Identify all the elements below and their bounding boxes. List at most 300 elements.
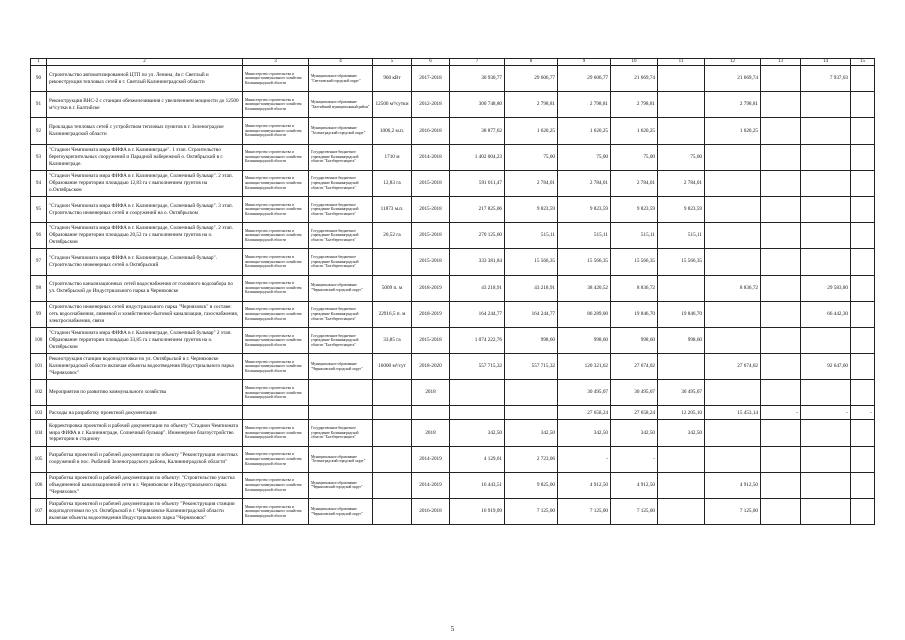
column-number-4: 4: [309, 59, 373, 66]
funding-2018-regional-cell: 342,50: [658, 420, 705, 446]
object-name-cell: Расходы на разработку проектной документации: [47, 406, 243, 420]
funding-other-cell: [851, 354, 875, 380]
object-name-cell: Прокладка тепловых сетей с устройством тепловых пунктов в г. Зеленоградске Калининградской области: [47, 118, 243, 144]
customer-cell: Министерство строительства и жилищно-коммунального хозяйства Калининградской области: [243, 499, 309, 525]
estimated-cost-cell: 557 715,32: [450, 354, 505, 380]
funding-2019-cell: [761, 354, 801, 380]
row-number-cell: 90: [31, 66, 47, 92]
remaining-cost-cell: 15 566,35: [505, 249, 558, 275]
table-row: [31, 472, 875, 498]
estimated-cost-cell: 1 402 004,23: [450, 144, 505, 170]
funding-2018-total-cell: 30 495,07: [611, 380, 658, 406]
estimated-cost-cell: 164 244,77: [450, 301, 505, 327]
funding-2018-local-cell: 15 453,14: [705, 406, 761, 420]
funding-2019-cell: [761, 499, 801, 525]
funding-2019-cell: [761, 301, 801, 327]
capacity-cell: 16000 м³/сут: [373, 354, 412, 380]
table-row: [31, 499, 875, 525]
remaining-cost-cell: 998,60: [505, 327, 558, 353]
executor-cell: Государственное бюджетное учреждение Калининградской области "Балтберегозащита": [309, 170, 373, 196]
capacity-cell: 1006,2 м.п.: [373, 118, 412, 144]
object-name-cell: Реконструкция станции водоподготовки по ул. Октябрьской в г. Черняховске Калининградской области включая объекты водоотведения Индустриального парка "Черняховск": [47, 354, 243, 380]
row-number-cell: 104: [31, 420, 47, 446]
funding-other-cell: [851, 472, 875, 498]
capacity-cell: 20,52 га: [373, 223, 412, 249]
funding-2020-cell: [801, 196, 851, 222]
remaining-cost-cell: [505, 406, 558, 420]
funding-other-cell: [851, 170, 875, 196]
customer-cell: Министерство строительства и жилищно-коммунального хозяйства Калининградской области: [243, 327, 309, 353]
funding-2018-local-cell: [705, 301, 761, 327]
capacity-cell: [373, 406, 412, 420]
object-name-cell: Строительство автоматизированной ЦТП по ул. Ленина, 4в г. Светлый и реконструкция тепловых сетей в г. Светлый Калининградской области: [47, 66, 243, 92]
funding-2018-total-cell: 515,11: [611, 223, 658, 249]
funding-2020-cell: -: [801, 406, 851, 420]
funding-2018-total-cell: 2 784,01: [611, 170, 658, 196]
table-row: [31, 66, 875, 92]
funding-2020-cell: [801, 446, 851, 472]
remaining-cost-cell: 1 620,25: [505, 118, 558, 144]
estimated-cost-cell: 333 381,84: [450, 249, 505, 275]
funding-other-cell: [851, 499, 875, 525]
funding-2019-cell: [761, 380, 801, 406]
estimated-cost-cell: 43 218,91: [450, 275, 505, 301]
funding-2018-local-cell: 7 125,00: [705, 499, 761, 525]
estimated-cost-cell: 16 919,09: [450, 499, 505, 525]
funding-2018-regional-cell: 15 566,35: [658, 249, 705, 275]
funding-other-cell: [851, 66, 875, 92]
funding-total-cell: 2 784,01: [558, 170, 611, 196]
funding-2020-cell: [801, 472, 851, 498]
estimated-cost-cell: 1 074 222,76: [450, 327, 505, 353]
funding-2020-cell: [801, 420, 851, 446]
remaining-cost-cell: 75,00: [505, 144, 558, 170]
funding-2019-cell: [761, 446, 801, 472]
period-cell: 2015-2018: [412, 223, 450, 249]
funding-2018-regional-cell: [658, 354, 705, 380]
funding-2018-regional-cell: 9 823,59: [658, 196, 705, 222]
row-number-cell: 98: [31, 275, 47, 301]
funding-2018-total-cell: 342,50: [611, 420, 658, 446]
funding-2018-regional-cell: 75,00: [658, 144, 705, 170]
table-row: [31, 446, 875, 472]
funding-2018-total-cell: 1 620,25: [611, 118, 658, 144]
funding-2018-regional-cell: [658, 92, 705, 118]
customer-cell: Министерство строительства и жилищно-коммунального хозяйства Калининградской области: [243, 354, 309, 380]
column-number-13: 13: [761, 59, 801, 66]
funding-2018-regional-cell: [658, 118, 705, 144]
customer-cell: Министерство строительства и жилищно-коммунального хозяйства Калининградской области: [243, 118, 309, 144]
funding-2018-regional-cell: [658, 275, 705, 301]
executor-cell: Муниципальное образование "Зеленоградский городской округ": [309, 446, 373, 472]
remaining-cost-cell: 2 798,81: [505, 92, 558, 118]
funding-other-cell: [851, 92, 875, 118]
funding-2019-cell: [761, 420, 801, 446]
period-cell: 2015-2018: [412, 170, 450, 196]
customer-cell: Министерство строительства и жилищно-коммунального хозяйства Калининградской области: [243, 301, 309, 327]
funding-2018-total-cell: 2 798,81: [611, 92, 658, 118]
executor-cell: Муниципальное образование "Зеленоградский городской округ": [309, 118, 373, 144]
funding-other-cell: [851, 420, 875, 446]
row-number-cell: 99: [31, 301, 47, 327]
object-name-cell: "Стадион Чемпионата мира ФИФА в г. Калининграде, Солнечный бульвар". 2 этап. Образование территории площадью 12,83 га с выполнением грунтов на о.Октябрьском: [47, 170, 243, 196]
capacity-cell: [373, 249, 412, 275]
object-name-cell: Разработка проектной и рабочей документации по объекту: "Строительство участка объединенной канализационной сети в г. Черняховске и Индустриального парка "Черняховск": [47, 472, 243, 498]
executor-cell: Муниципальное образование "Светловский городской округ": [309, 66, 373, 92]
object-name-cell: Разработка проектной и рабочей документации по объекту "Реконструкция станции водоподготовки по ул. Октябрьской в г. Черняховске Калининградской области включая объекты водоотведения Индустриального парка "Черняховск": [47, 499, 243, 525]
object-name-cell: Строительство канализационных сетей водоснабжения от головного водозабора по ул. Октябрьской до Индустриального парка в Черняховске: [47, 275, 243, 301]
executor-cell: Государственное бюджетное учреждение Калининградской области "Балтберегозащита": [309, 144, 373, 170]
funding-2020-cell: [801, 92, 851, 118]
object-name-cell: Мероприятия по развитию коммунального хозяйства: [47, 380, 243, 406]
funding-2019-cell: [761, 196, 801, 222]
funding-2018-total-cell: 7 125,00: [611, 499, 658, 525]
column-number-8: 8: [505, 59, 558, 66]
page-number: 5: [450, 625, 455, 633]
funding-2019-cell: [761, 144, 801, 170]
funding-2018-regional-cell: 2 784,01: [658, 170, 705, 196]
period-cell: 2018-2020: [412, 354, 450, 380]
row-number-cell: 96: [31, 223, 47, 249]
funding-2018-total-cell: 21 669,74: [611, 66, 658, 92]
column-number-5: 5: [373, 59, 412, 66]
funding-total-cell: 86 289,00: [558, 301, 611, 327]
funding-2018-regional-cell: [658, 66, 705, 92]
funding-2019-cell: [761, 472, 801, 498]
funding-2018-local-cell: [705, 170, 761, 196]
table-row: [31, 327, 875, 353]
funding-total-cell: -: [558, 446, 611, 472]
capacity-cell: [373, 420, 412, 446]
funding-total-cell: 1 620,25: [558, 118, 611, 144]
customer-cell: Министерство строительства и жилищно-коммунального хозяйства Калининградской области: [243, 249, 309, 275]
funding-other-cell: [851, 446, 875, 472]
customer-cell: Министерство строительства и жилищно-коммунального хозяйства Калининградской области: [243, 472, 309, 498]
table-row: [31, 118, 875, 144]
funding-other-cell: -: [851, 406, 875, 420]
funding-2018-local-cell: [705, 249, 761, 275]
funding-2018-local-cell: 1 620,25: [705, 118, 761, 144]
funding-other-cell: [851, 380, 875, 406]
funding-2019-cell: [761, 275, 801, 301]
period-cell: 2017-2018: [412, 66, 450, 92]
funding-2018-total-cell: -: [611, 446, 658, 472]
funding-other-cell: [851, 327, 875, 353]
funding-2018-regional-cell: 12 205,10: [658, 406, 705, 420]
funding-2020-cell: [801, 223, 851, 249]
row-number-cell: 107: [31, 499, 47, 525]
funding-total-cell: 15 566,35: [558, 249, 611, 275]
capacity-cell: [373, 446, 412, 472]
funding-total-cell: 27 658,24: [558, 406, 611, 420]
object-name-cell: "Стадион Чемпионата мира ФИФА в г. Калининграде, Солнечный бульвар". 2 этап. Образование территории площадью 20,52 га с выполнением грунтов на о. Октябрьском: [47, 223, 243, 249]
remaining-cost-cell: 515,11: [505, 223, 558, 249]
object-name-cell: Строительство инженерных сетей индустриального парка "Черняховск" в составе: сеть водоснабжения, ливневой и хозяйственно-бытовой канализации, газоснабжения, электроснабжения, связи: [47, 301, 243, 327]
funding-2019-cell: [761, 92, 801, 118]
executor-cell: Государственное бюджетное учреждение Калининградской области "Балтберегозащита": [309, 249, 373, 275]
estimated-cost-cell: 342,50: [450, 420, 505, 446]
executor-cell: Государственное бюджетное учреждение Калининградской области "Балтберегозащита": [309, 223, 373, 249]
funding-2018-local-cell: [705, 144, 761, 170]
table-row: [31, 223, 875, 249]
column-number-6: 6: [412, 59, 450, 66]
capacity-cell: [373, 380, 412, 406]
column-number-12: 12: [705, 59, 761, 66]
funding-2018-regional-cell: 998,60: [658, 327, 705, 353]
funding-2018-total-cell: 9 823,59: [611, 196, 658, 222]
funding-2019-cell: [761, 223, 801, 249]
capacity-cell: [373, 472, 412, 498]
remaining-cost-cell: 9 823,59: [505, 196, 558, 222]
funding-other-cell: [851, 196, 875, 222]
funding-2018-total-cell: 75,00: [611, 144, 658, 170]
period-cell: 2014-2019: [412, 472, 450, 498]
table-row: [31, 380, 875, 406]
funding-2018-regional-cell: 19 846,70: [658, 301, 705, 327]
funding-other-cell: [851, 301, 875, 327]
executor-cell: Государственное бюджетное учреждение Калининградской области "Балтберегозащита": [309, 301, 373, 327]
row-number-cell: 93: [31, 144, 47, 170]
funding-other-cell: [851, 249, 875, 275]
customer-cell: Министерство строительства и жилищно-коммунального хозяйства Калининградской области: [243, 66, 309, 92]
period-cell: 2018-2019: [412, 301, 450, 327]
document-page: [30, 58, 874, 525]
estimated-cost-cell: [450, 380, 505, 406]
period-cell: 2015-2018: [412, 249, 450, 275]
estimated-cost-cell: 270 125,60: [450, 223, 505, 249]
table-row: [31, 144, 875, 170]
estimated-cost-cell: 4 129,61: [450, 446, 505, 472]
funding-2018-regional-cell: 515,11: [658, 223, 705, 249]
estimated-cost-cell: 591 011,47: [450, 170, 505, 196]
investment-table: [30, 58, 875, 525]
funding-total-cell: 515,11: [558, 223, 611, 249]
estimated-cost-cell: 217 825,06: [450, 196, 505, 222]
funding-total-cell: 38 420,52: [558, 275, 611, 301]
row-number-cell: 106: [31, 472, 47, 498]
column-number-7: 7: [450, 59, 505, 66]
capacity-cell: 960 кВт: [373, 66, 412, 92]
customer-cell: [243, 406, 309, 420]
executor-cell: Муниципальное образование "Черняховский городской округ": [309, 472, 373, 498]
remaining-cost-cell: [505, 380, 558, 406]
customer-cell: Министерство строительства и жилищно-коммунального хозяйства Калининградской области: [243, 275, 309, 301]
funding-2018-local-cell: [705, 446, 761, 472]
executor-cell: Государственное бюджетное учреждение Калининградской области "Балтберегозащита": [309, 420, 373, 446]
funding-2019-cell: [761, 327, 801, 353]
object-name-cell: Корректировка проектной и рабочей документации по объекту "Стадион Чемпионата мира ФИФА в г. Калининграде, Солнечный бульвар". Инженерное благоустройство территории в стадиону: [47, 420, 243, 446]
period-cell: 2015-2018: [412, 196, 450, 222]
funding-other-cell: [851, 144, 875, 170]
funding-2020-cell: [801, 249, 851, 275]
funding-total-cell: 30 495,07: [558, 380, 611, 406]
capacity-cell: 33,85 га: [373, 327, 412, 353]
remaining-cost-cell: 29 606,77: [505, 66, 558, 92]
remaining-cost-cell: 43 218,91: [505, 275, 558, 301]
column-number-14: 14: [801, 59, 851, 66]
funding-2018-local-cell: 2 798,81: [705, 92, 761, 118]
funding-2018-total-cell: 998,60: [611, 327, 658, 353]
capacity-cell: 5009 п. м: [373, 275, 412, 301]
table-row: [31, 249, 875, 275]
funding-2020-cell: 92 647,60: [801, 354, 851, 380]
funding-2019-cell: [761, 249, 801, 275]
funding-2019-cell: -: [761, 406, 801, 420]
funding-total-cell: 9 823,59: [558, 196, 611, 222]
funding-total-cell: 998,60: [558, 327, 611, 353]
table-row: [31, 170, 875, 196]
funding-2018-total-cell: 27 674,02: [611, 354, 658, 380]
row-number-cell: 105: [31, 446, 47, 472]
period-cell: 2014-2019: [412, 446, 450, 472]
funding-2018-total-cell: 15 566,35: [611, 249, 658, 275]
executor-cell: Муниципальное образование "Черняховский городской округ": [309, 499, 373, 525]
funding-2018-local-cell: [705, 327, 761, 353]
column-number-row: [31, 59, 875, 66]
funding-2018-regional-cell: [658, 446, 705, 472]
funding-2018-total-cell: 19 846,70: [611, 301, 658, 327]
funding-2019-cell: [761, 66, 801, 92]
funding-2019-cell: [761, 118, 801, 144]
capacity-cell: 1710 м: [373, 144, 412, 170]
table-row: [31, 301, 875, 327]
row-number-cell: 92: [31, 118, 47, 144]
row-number-cell: 97: [31, 249, 47, 275]
executor-cell: [309, 406, 373, 420]
funding-total-cell: 29 606,77: [558, 66, 611, 92]
funding-2020-cell: [801, 380, 851, 406]
column-number-3: 3: [243, 59, 309, 66]
object-name-cell: Разработка проектной и рабочей документации по объекту "Реконструкция очистных сооружений в пос. Рыбачий Зеленоградского района, Калининградской области": [47, 446, 243, 472]
object-name-cell: "Стадион Чемпионата мира ФИФА в г. Калининграде". 1 этап. Строительство берегоукрепительных сооружений и Парадной набережной о. Октябрьский в г. Калининграде.: [47, 144, 243, 170]
capacity-cell: [373, 499, 412, 525]
funding-2020-cell: [801, 327, 851, 353]
table-row: [31, 92, 875, 118]
funding-2018-regional-cell: 30 495,07: [658, 380, 705, 406]
estimated-cost-cell: 38 877,62: [450, 118, 505, 144]
funding-2018-local-cell: 4 912,50: [705, 472, 761, 498]
column-number-1: 1: [31, 59, 47, 66]
funding-2018-local-cell: [705, 380, 761, 406]
row-number-cell: 101: [31, 354, 47, 380]
funding-2018-regional-cell: [658, 499, 705, 525]
funding-total-cell: 342,50: [558, 420, 611, 446]
period-cell: 2012-2018: [412, 92, 450, 118]
row-number-cell: 100: [31, 327, 47, 353]
object-name-cell: "Стадион Чемпионата мира ФИФА в г. Калининграде, Солнечный бульвар". Строительство инженерных сетей о.Октябрьский: [47, 249, 243, 275]
period-cell: 2016-2018: [412, 499, 450, 525]
funding-total-cell: 75,00: [558, 144, 611, 170]
estimated-cost-cell: [450, 406, 505, 420]
customer-cell: Министерство строительства и жилищно-коммунального хозяйства Калининградской области: [243, 144, 309, 170]
row-number-cell: 95: [31, 196, 47, 222]
funding-2020-cell: [801, 144, 851, 170]
column-number-2: 2: [47, 59, 243, 66]
funding-2018-total-cell: 8 836,72: [611, 275, 658, 301]
funding-2020-cell: [801, 170, 851, 196]
funding-2020-cell: 29 583,80: [801, 275, 851, 301]
column-number-15: 15: [851, 59, 875, 66]
remaining-cost-cell: 164 244,77: [505, 301, 558, 327]
table-row: [31, 354, 875, 380]
remaining-cost-cell: 342,50: [505, 420, 558, 446]
period-cell: 2015-2018: [412, 327, 450, 353]
row-number-cell: 102: [31, 380, 47, 406]
period-cell: 2018-2019: [412, 275, 450, 301]
funding-2019-cell: [761, 170, 801, 196]
capacity-cell: 11873 м.п.: [373, 196, 412, 222]
funding-other-cell: [851, 223, 875, 249]
funding-2018-total-cell: 27 658,24: [611, 406, 658, 420]
funding-2018-local-cell: 8 836,72: [705, 275, 761, 301]
row-number-cell: 91: [31, 92, 47, 118]
period-cell: [412, 406, 450, 420]
funding-total-cell: 7 125,00: [558, 499, 611, 525]
table-row: [31, 275, 875, 301]
funding-total-cell: 4 912,50: [558, 472, 611, 498]
remaining-cost-cell: 7 125,00: [505, 499, 558, 525]
customer-cell: Министерство строительства и жилищно-коммунального хозяйства Калининградской области: [243, 92, 309, 118]
column-number-11: 11: [658, 59, 705, 66]
estimated-cost-cell: 300 748,80: [450, 92, 505, 118]
period-cell: 2018: [412, 380, 450, 406]
estimated-cost-cell: 30 930,77: [450, 66, 505, 92]
table-row: [31, 196, 875, 222]
period-cell: 2018: [412, 420, 450, 446]
customer-cell: Министерство строительства и жилищно-коммунального хозяйства Калининградской области: [243, 446, 309, 472]
capacity-cell: 22916,5 п. м: [373, 301, 412, 327]
funding-other-cell: [851, 118, 875, 144]
remaining-cost-cell: 2 784,01: [505, 170, 558, 196]
funding-2020-cell: 66 442,30: [801, 301, 851, 327]
table-row: [31, 406, 875, 420]
row-number-cell: 103: [31, 406, 47, 420]
capacity-cell: 12500 м³/сутки: [373, 92, 412, 118]
executor-cell: Муниципальное образование "Черняховский городской округ": [309, 275, 373, 301]
estimated-cost-cell: 16 443,51: [450, 472, 505, 498]
executor-cell: Государственное бюджетное учреждение Калининградской области "Балтберегозащита": [309, 327, 373, 353]
customer-cell: Министерство строительства и жилищно-коммунального хозяйства Калининградской области: [243, 196, 309, 222]
column-number-9: 9: [558, 59, 611, 66]
customer-cell: Министерство строительства и жилищно-коммунального хозяйства Калининградской области: [243, 170, 309, 196]
funding-2018-local-cell: 21 669,74: [705, 66, 761, 92]
funding-other-cell: [851, 275, 875, 301]
table-row: [31, 420, 875, 446]
funding-2018-local-cell: 27 674,02: [705, 354, 761, 380]
row-number-cell: 94: [31, 170, 47, 196]
object-name-cell: "Стадион Чемпионата мира ФИФА в г. Калининграде, Солнечный бульвар". 3 этап. Строительство инженерных сетей и сооружений на о. Октябрьском: [47, 196, 243, 222]
column-number-10: 10: [611, 59, 658, 66]
funding-2018-total-cell: 4 912,50: [611, 472, 658, 498]
funding-2018-local-cell: [705, 420, 761, 446]
remaining-cost-cell: 2 723,06: [505, 446, 558, 472]
period-cell: 2016-2018: [412, 118, 450, 144]
customer-cell: Министерство строительства и жилищно-коммунального хозяйства Калининградской области: [243, 380, 309, 406]
remaining-cost-cell: 9 825,00: [505, 472, 558, 498]
funding-total-cell: 120 321,62: [558, 354, 611, 380]
period-cell: 2014-2018: [412, 144, 450, 170]
funding-2020-cell: 7 937,03: [801, 66, 851, 92]
executor-cell: Муниципальное образование "Черняховский городской округ": [309, 354, 373, 380]
capacity-cell: 12,83 га: [373, 170, 412, 196]
funding-2018-local-cell: [705, 196, 761, 222]
customer-cell: Министерство строительства и жилищно-коммунального хозяйства Калининградской области: [243, 223, 309, 249]
executor-cell: Муниципальное образование "Балтийский муниципальный район": [309, 92, 373, 118]
remaining-cost-cell: 557 715,32: [505, 354, 558, 380]
funding-total-cell: 2 798,81: [558, 92, 611, 118]
funding-2018-regional-cell: [658, 472, 705, 498]
funding-2020-cell: [801, 118, 851, 144]
